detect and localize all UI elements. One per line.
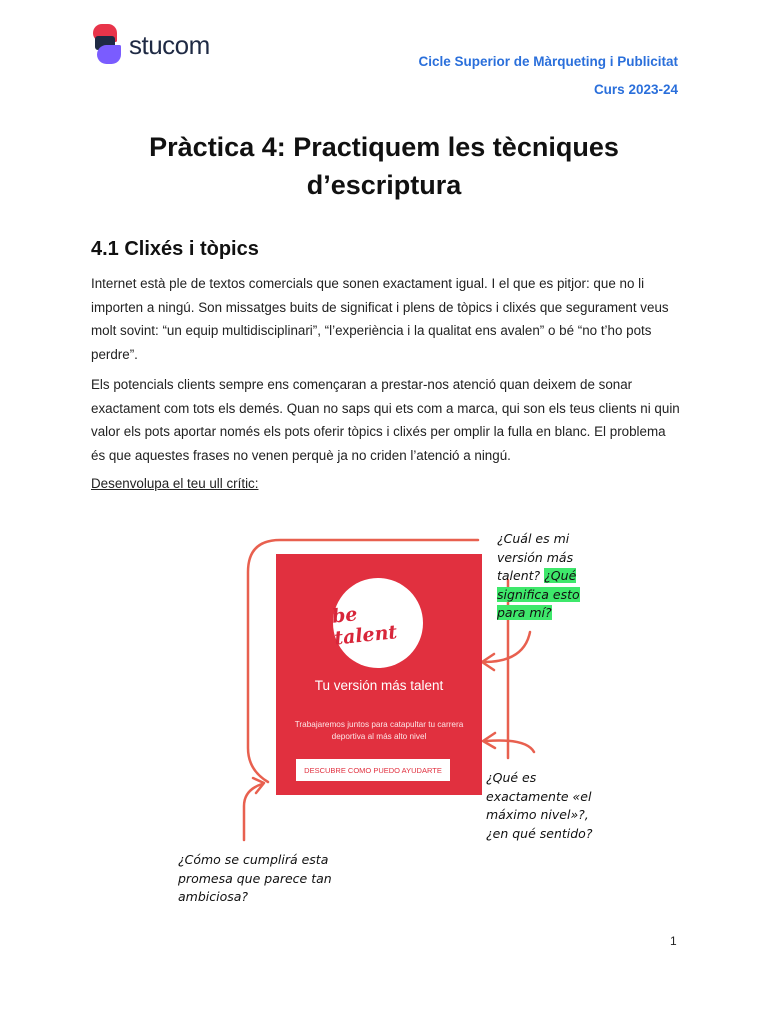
section-heading: 4.1 Clixés i tòpics: [91, 238, 259, 260]
course-year: Curs 2023-24: [593, 82, 678, 97]
program-name: Cicle Superior de Màrqueting i Publicitat: [418, 54, 678, 69]
logo-text: stucom: [129, 29, 210, 60]
annotation-top-right-text: ¿Cuál es mi versión más talent?: [497, 531, 574, 583]
ad-description: Trabajaremos juntos para catapultar tu carrera deportiva al más alto nivel: [294, 720, 464, 741]
annotation-highlight: ¿Qué significa esto para mí?: [497, 568, 580, 620]
page-title: [0, 128, 768, 204]
paragraph-1: Internet està ple de textos comercials que sonen exactament igual. I el que es pitjor: que no li importen a ningú. Son missatges buits de significat i plens de tòpics i clixés que segurament veus molt sovint: “un equip multidisciplinari”, “l’experiència i la qualitat ens avalen” o bé “no t’ho pots perdre”.: [91, 276, 669, 362]
ad-cta-button[interactable]: DESCUBRE COMO PUEDO AYUDARTE: [296, 759, 450, 781]
be-talent-badge-text: be talent: [330, 603, 399, 650]
instruction-text: Desenvolupa el teu ull crític:: [91, 476, 259, 491]
paragraph-2: Els potencials clients sempre ens començaran a prestar-nos atenció quan deixem de sonar exactament com tots els demés. Quan no saps qui ets com a marca, qui son els teus clients ni quin valor els pots aportar només els pots oferir tòpics i clixés per omplir la fulla en blanc. El problema és que aquestes frases no venen perquè ja no criden l’atenció a ningú.: [91, 377, 680, 463]
arrow-head-1: [482, 654, 494, 670]
annotation-bottom-left: ¿Cómo se cumplirá esta promesa que parece tan ambiciosa?: [178, 852, 332, 904]
arrow-to-card-desc: [486, 740, 534, 752]
page-number: 1: [670, 934, 677, 948]
be-talent-logo: [330, 578, 423, 668]
annotation-top-right: [497, 530, 607, 623]
stucom-logo: [93, 24, 210, 66]
ad-card: [276, 554, 482, 795]
title-line-1: Pràctica 4: Practiquem les tècniques: [149, 132, 619, 162]
annotation-middle-right: ¿Qué es exactamente «el máximo nivel»?, ¿en qué sentido?: [486, 770, 593, 841]
ad-title: Tu versión más talent: [314, 678, 444, 693]
arrow-to-card-bottom: [244, 784, 262, 840]
arrow-head-2: [483, 733, 495, 748]
arrow-head-3: [253, 778, 264, 793]
arrow-to-card-title: [484, 632, 530, 662]
stucom-logo-mark: [93, 24, 123, 66]
title-line-2: d’escriptura: [306, 170, 462, 200]
